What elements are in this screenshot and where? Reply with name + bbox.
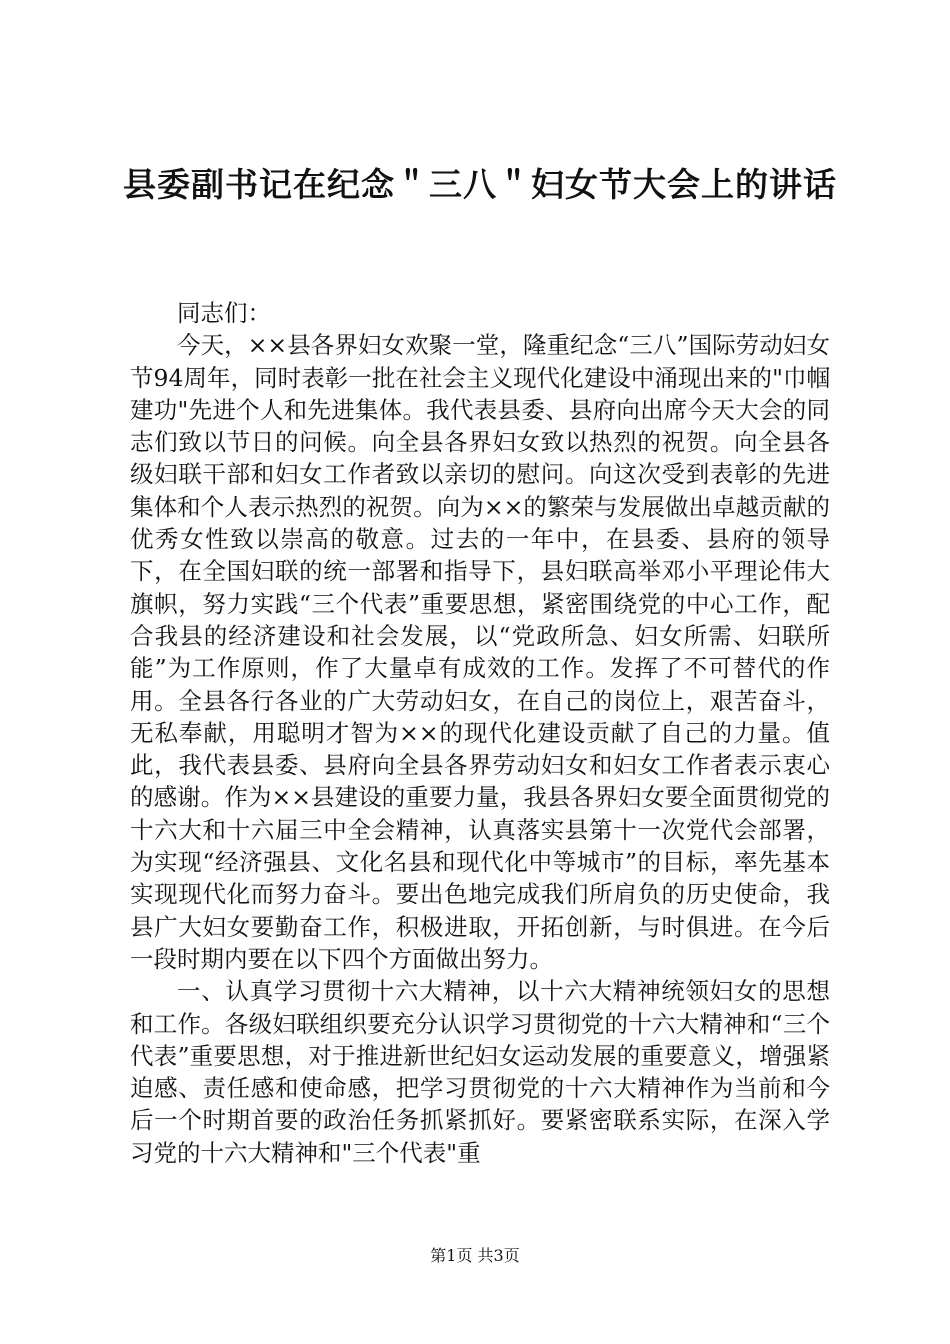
salutation-paragraph: 同志们： <box>177 299 271 327</box>
page-footer: 第1页 共3页 <box>430 1246 520 1265</box>
body-paragraph: 今天，××县各界妇女欢聚一堂，隆重纪念“三八”国际劳动妇女节94周年，同时表彰一批在社会主义现代化建设中涌现出来的"巾帼建功"先进个人和先进集体。我代表县委、县府向出席今天大会的同志们致以节日的问候。向全县各界妇女致以热烈的祝贺。向全县各级妇联干部和妇女工作者致以亲切的慰问。向这次受到表彰的先进集体和个人表示热烈的祝贺。向为××的繁荣与发展做出卓越贡献的优秀女性致以崇高的敬意。过去的一年中，在县委、县府的领导下，在全国妇联的统一部署和指导下，县妇联高举邓小平理论伟大旗帜，努力实践“三个代表”重要思想，紧密围绕党的中心工作，配合我县的经济建设和社会发展，以“党政所急、妇女所需、妇联所能”为工作原则，作了大量卓有成效的工作。发挥了不可替代的作用。全县各行各业的广大劳动妇女，在自己的岗位上，艰苦奋斗，无私奉献，用聪明才智为××的现代化建设贡献了自己的力量。值此，我代表县委、县府向全县各界劳动妇女和妇女工作者表示衷心的感谢。作为××县建设的重要力量，我县各界妇女要全面贯彻党的十六大和十六届三中全会精神，认真落实县第十一次党代会部署，为实现“经济强县、文化名县和现代化中等城市”的目标，率先基本实现现代化而努力奋斗。要出色地完成我们所肩负的历史使命，我县广大妇女要勤奋工作，积极进取，开拓创新，与时俱进。在今后一段时期内要在以下四个方面做出努力。 <box>130 331 830 973</box>
document-body <box>130 297 830 1169</box>
page-title: 县委副书记在纪念＂三八＂妇女节大会上的讲话 <box>123 165 837 204</box>
body-paragraph: 一、认真学习贯彻十六大精神，以十六大精神统领妇女的思想和工作。各级妇联组织要充分认识学习贯彻党的十六大精神和“三个代表”重要思想，对于推进新世纪妇女运动发展的重要意义，增强紧迫感、责任感和使命感，把学习贯彻党的十六大精神作为当前和今后一个时期首要的政治任务抓紧抓好。要紧密联系实际，在深入学习党的十六大精神和"三个代表"重 <box>130 977 830 1167</box>
